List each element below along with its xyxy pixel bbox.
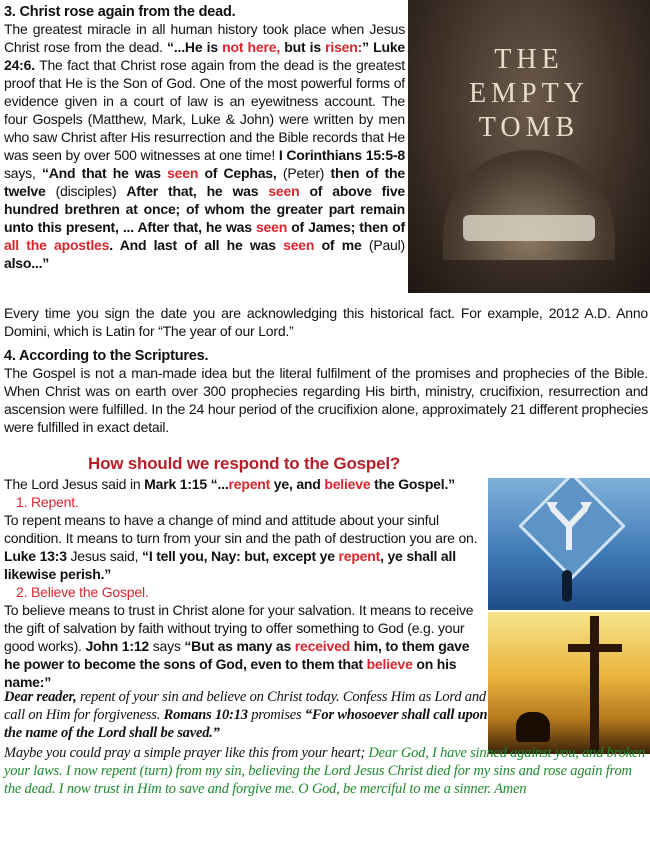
- emphasis: believe: [324, 476, 371, 492]
- item-repent-body: [4, 511, 486, 583]
- text: The greatest miracle in all human history took place when Jesus Christ rose from the dead.: [4, 21, 405, 55]
- tomb-title-line: TOMB: [478, 112, 580, 143]
- cross-beam-horizontal: [568, 644, 622, 652]
- scripture-ref: Luke 13:3: [4, 548, 67, 564]
- burial-slab: [463, 215, 595, 241]
- quote: , ye shall all likewise perish.”: [4, 548, 456, 582]
- text: promises: [247, 707, 305, 723]
- emphasis: believe: [366, 656, 413, 672]
- quote: him, to them gave he power to become the sons of God, even to them that: [4, 638, 470, 672]
- kneeling-person-silhouette: [516, 712, 550, 742]
- emphasis: seen: [255, 219, 288, 235]
- scripture-ref: ” Luke 24:6.: [4, 39, 405, 73]
- text: The Lord Jesus said in: [4, 476, 145, 492]
- heading-text: 4. According to the Scriptures.: [4, 348, 209, 364]
- respond-intro: [4, 475, 488, 493]
- text: The Gospel is not a man-made idea but the literal fulfilment of the promises and prophecies of the Bible. When Christ was on earth over 300 prophecies regarding His birth, ministry, crucifixion, resurrection and ascension were fulfilled. In the 24 hour period of the crucifixion alone, approximately 21 different prophecies were fulfilled in exact detail.: [4, 365, 648, 435]
- section-3-body: [4, 20, 405, 272]
- text: says: [149, 638, 185, 654]
- text: repent of your sin and believe on Christ today. Confess Him as Lord and call on Him for forgiveness.: [4, 689, 486, 723]
- emphasis: all the apostles: [4, 237, 110, 253]
- text: Maybe you could pray a simple prayer like this from your heart;: [4, 745, 369, 761]
- tomb-title-line: THE: [494, 44, 564, 75]
- quote: the Gospel.”: [370, 476, 455, 492]
- quote: “...: [206, 476, 229, 492]
- scripture-ref: Romans 10:13: [163, 707, 248, 723]
- list-label: 1. Repent.: [16, 494, 79, 510]
- item-believe-label: [16, 583, 316, 601]
- text: To repent means to have a change of mind and attitude about your sinful condition. It means to turn from your sin and the path of destruction you are on.: [4, 512, 478, 546]
- text: says,: [4, 165, 42, 181]
- quote: but is: [280, 39, 326, 55]
- person-silhouette: [562, 570, 572, 602]
- empty-tomb-image: [408, 0, 650, 293]
- respond-title: [88, 454, 488, 474]
- tomb-title-line: EMPTY: [469, 78, 589, 109]
- text: Jesus said,: [66, 548, 143, 564]
- text: (disciples): [45, 183, 127, 199]
- quote: After that, he was: [126, 183, 269, 199]
- text: (Paul): [361, 237, 406, 253]
- cross-prayer-image: [488, 612, 650, 754]
- quote: “But as many as: [184, 638, 295, 654]
- quote: of me: [314, 237, 362, 253]
- list-label: 2. Believe the Gospel.: [16, 584, 149, 600]
- scripture-ref: Mark 1:15: [144, 476, 207, 492]
- cross-beam-vertical: [590, 616, 599, 754]
- text: Every time you sign the date you are acknowledging this historical fact. For example, 2012 A.D. Anno Domini, which is Latin for “The year of our Lord.”: [4, 305, 648, 339]
- heading-text: 3. Christ rose again from the dead.: [4, 4, 236, 20]
- quote: “I tell you, Nay: but, except ye: [142, 548, 339, 564]
- emphasis: seen: [283, 237, 315, 253]
- section-4-body: [4, 364, 648, 436]
- quote: ye, and: [270, 476, 325, 492]
- quote: . And last of all he was: [109, 237, 284, 253]
- scripture-ref: John 1:12: [85, 638, 149, 654]
- item-repent-label: [16, 493, 316, 511]
- quote: of Cephas,: [198, 165, 277, 181]
- quote: “...He is: [167, 39, 223, 55]
- emphasis: repent: [338, 548, 381, 564]
- quote: “For whosoever shall call upon the name of the Lord shall be saved.”: [4, 707, 488, 741]
- section-3-tail: [4, 304, 648, 340]
- emphasis: seen: [268, 183, 300, 199]
- emphasis: repent: [228, 476, 271, 492]
- quote: on his name:”: [4, 656, 457, 690]
- item-believe-body: [4, 601, 486, 691]
- text: (Peter): [276, 165, 331, 181]
- quote: of James; then of: [287, 219, 405, 235]
- heading-text: How should we respond to the Gospel?: [88, 454, 401, 473]
- emphasis: received: [294, 638, 351, 654]
- tomb-arch: [443, 150, 615, 260]
- emphasis: not here,: [222, 39, 281, 55]
- closing-prayer: [4, 744, 648, 798]
- quote: “And that he was: [41, 165, 168, 181]
- quote: also...”: [4, 255, 50, 271]
- emphasis: risen:: [325, 39, 363, 55]
- quote: then of the twelve: [4, 165, 405, 199]
- emphasis: Dear reader,: [4, 689, 77, 705]
- section-4-heading: [4, 346, 644, 365]
- quote: of above five hundred brethren at once; of whom the greater part remain unto this present, ... After that, he was: [4, 183, 406, 235]
- prayer-text: Dear God, I have sinned against you, and broken your laws. I now repent (turn) from my sin, believing the Lord Jesus Christ died for my sins and rose again from the dead. I now trust in Him to save and forgive me. O God, be merciful to me a sinner. Amen: [4, 745, 646, 797]
- text: To believe means to trust in Christ alone for your salvation. It means to receive the gift of salvation by faith without trying to offer something to God (e.g. your good works).: [4, 602, 474, 654]
- text: The fact that Christ rose again from the dead is the greatest proof that He is the Son of God. One of the most powerful forms of evidence given in a court of law is an eyewitness account. The four Gospels (Matthew, Mark, Luke & John) were written by men who saw Christ after His resurrection and the Bible records that He was seen by over 500 witnesses at one time!: [4, 57, 405, 163]
- crossroads-sign-image: [488, 478, 650, 610]
- closing-appeal: [4, 688, 488, 742]
- emphasis: seen: [167, 165, 199, 181]
- section-3-heading: [4, 2, 404, 21]
- scripture-ref: I Corinthians 15:5-8: [278, 147, 405, 163]
- fork-arrow-icon: [544, 496, 594, 552]
